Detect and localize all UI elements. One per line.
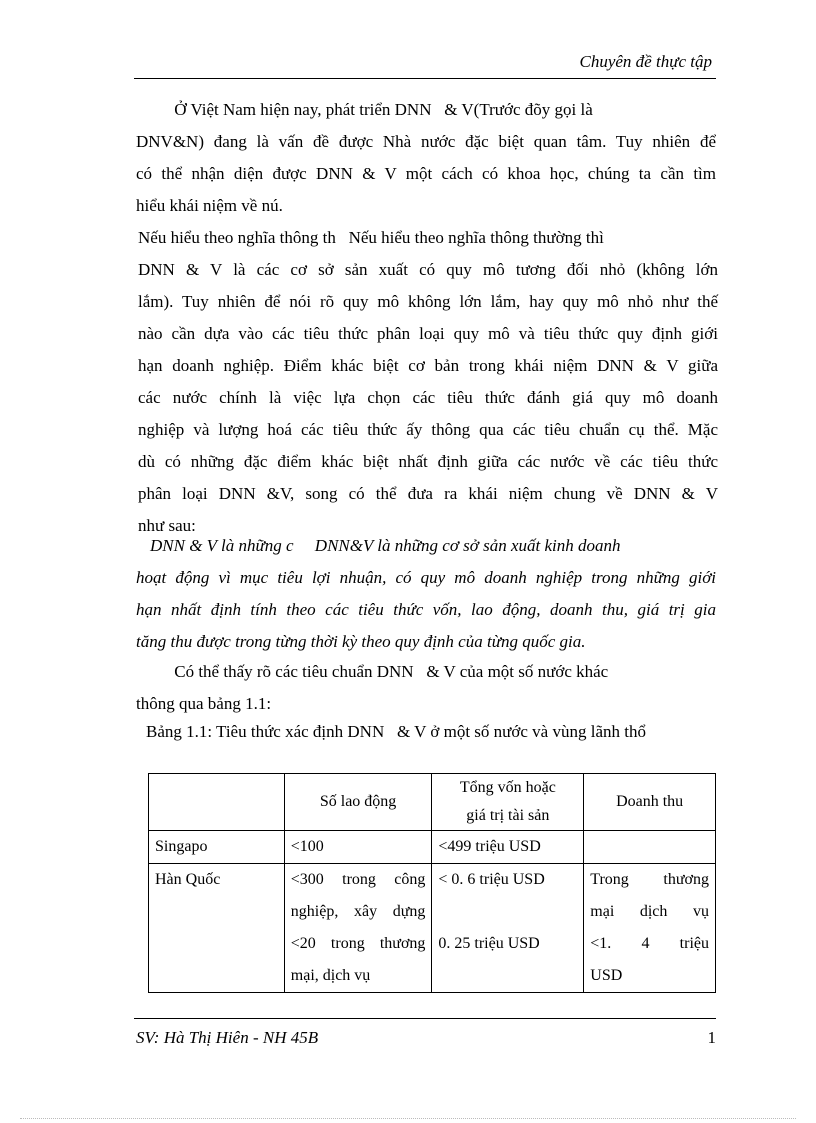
cell-text: Hàn Quốc <box>155 871 221 888</box>
text-line: lắm). Tuy nhiên để nói rõ quy mô không lớn lắm, hay quy mô nhỏ như thế <box>138 292 718 311</box>
table-caption: Bảng 1.1: Tiêu thức xác định DNN & V ở một số nước và vùng lãnh thổ <box>146 722 646 741</box>
cell-revenue <box>584 864 716 993</box>
cell-revenue <box>584 831 716 864</box>
text-line: hoạt động vì mục tiêu lợi nhuận, có quy mô doanh nghiệp trong những giới <box>136 568 716 587</box>
cell-text: mại dịch vụ <box>590 903 709 920</box>
cell-text: <300 trong công <box>290 871 426 888</box>
cell-text: Singapo <box>155 838 208 855</box>
page-number: 1 <box>707 1028 716 1047</box>
text-line: hiểu khái niệm về nú. <box>136 196 283 215</box>
table-header-row <box>149 774 716 831</box>
text-line: dù có những đặc điểm khác biệt nhất định giữa các nước về các tiêu thức <box>138 452 718 471</box>
header-capital-line: giá trị tài sản <box>466 807 550 824</box>
cell-text: < 0. 6 triệu USD <box>438 871 545 888</box>
cell-text: nghiệp, xây dựng <box>290 903 426 920</box>
header-rule <box>134 78 716 79</box>
header-revenue: Doanh thu <box>584 774 716 831</box>
criteria-table <box>148 773 716 993</box>
cell-labor <box>284 864 432 993</box>
cell-capital <box>432 864 584 993</box>
text-line: các nước chính là việc lựa chọn các tiêu thức đánh giá quy mô doanh <box>138 388 718 407</box>
cell-text: <20 trong thương <box>290 935 426 952</box>
cell-text: <1. 4 triệu <box>590 935 709 952</box>
cell-text <box>590 831 709 863</box>
cell-labor <box>284 831 432 864</box>
cell-capital <box>432 831 584 864</box>
cell-text: mại, dịch vụ <box>290 967 371 984</box>
paragraph-definition <box>136 530 716 658</box>
cell-country <box>149 864 285 993</box>
text-line: thông qua bảng 1.1: <box>136 694 272 713</box>
header-capital <box>432 774 584 831</box>
text-line: hạn nhất định tính theo các tiêu thức vốn, lao động, doanh thu, giá trị gia <box>136 600 716 619</box>
header-labor: Số lao động <box>284 774 432 831</box>
table-row <box>149 864 716 993</box>
text-line: nghiệp và lượng hoá các tiêu thức ấy thông qua các tiêu chuẩn cụ thể. Mặc <box>138 420 718 439</box>
cell-text: USD <box>590 967 623 984</box>
text-line: Nếu hiểu theo nghĩa thông th Nếu hiểu theo nghĩa thông thường thì <box>138 228 604 247</box>
header-title: Chuyên đề thực tập <box>579 52 712 71</box>
text-line: phân loại DNN &V, song có thể đưa ra khái niệm chung về DNN & V <box>138 484 718 503</box>
footer-author: SV: Hà Thị Hiên - NH 45B <box>136 1028 319 1047</box>
header-capital-line: Tổng vốn hoặc <box>459 779 556 796</box>
text-line: DNN & V là những c DNN&V là những cơ sở sản xuất kinh doanh <box>150 536 621 555</box>
paragraph-table-intro <box>136 656 716 720</box>
header-country <box>149 774 285 831</box>
cell-text: Trong thương <box>590 871 709 888</box>
cell-text: 0. 25 triệu USD <box>438 935 540 952</box>
cell-text <box>438 896 577 928</box>
text-line: Ở Việt Nam hiện nay, phát triển DNN & V(Trước đõy gọi là <box>136 100 593 119</box>
paragraph-intro <box>136 94 716 222</box>
cell-country <box>149 831 285 864</box>
text-line: có thể nhận diện được DNN & V một cách có khoa học, chúng ta cần tìm <box>136 164 716 183</box>
table-row <box>149 831 716 864</box>
text-line: hạn doanh nghiệp. Điểm khác biệt cơ bản trong khái niệm DNN & V giữa <box>138 356 718 375</box>
text-line: DNN & V là các cơ sở sản xuất có quy mô tương đối nhỏ (không lớn <box>138 260 718 279</box>
text-line: tăng thu được trong từng thời kỳ theo quy định của từng quốc gia. <box>136 632 586 651</box>
text-line: nào cần dựa vào các tiêu thức phân loại quy mô và tiêu thức quy định giới <box>138 324 718 343</box>
cell-text: <499 triệu USD <box>438 838 541 855</box>
text-line: Có thể thấy rõ các tiêu chuẩn DNN & V của một số nước khác <box>136 662 609 681</box>
cell-text: <100 <box>290 838 324 855</box>
text-line: như sau: <box>138 516 196 535</box>
paragraph-definition-context <box>138 222 718 542</box>
text-line: DNV&N) đang là vấn đề được Nhà nước đặc biệt quan tâm. Tuy nhiên để <box>136 132 716 151</box>
page-edge-divider <box>20 1118 796 1119</box>
footer-rule <box>134 1018 716 1019</box>
